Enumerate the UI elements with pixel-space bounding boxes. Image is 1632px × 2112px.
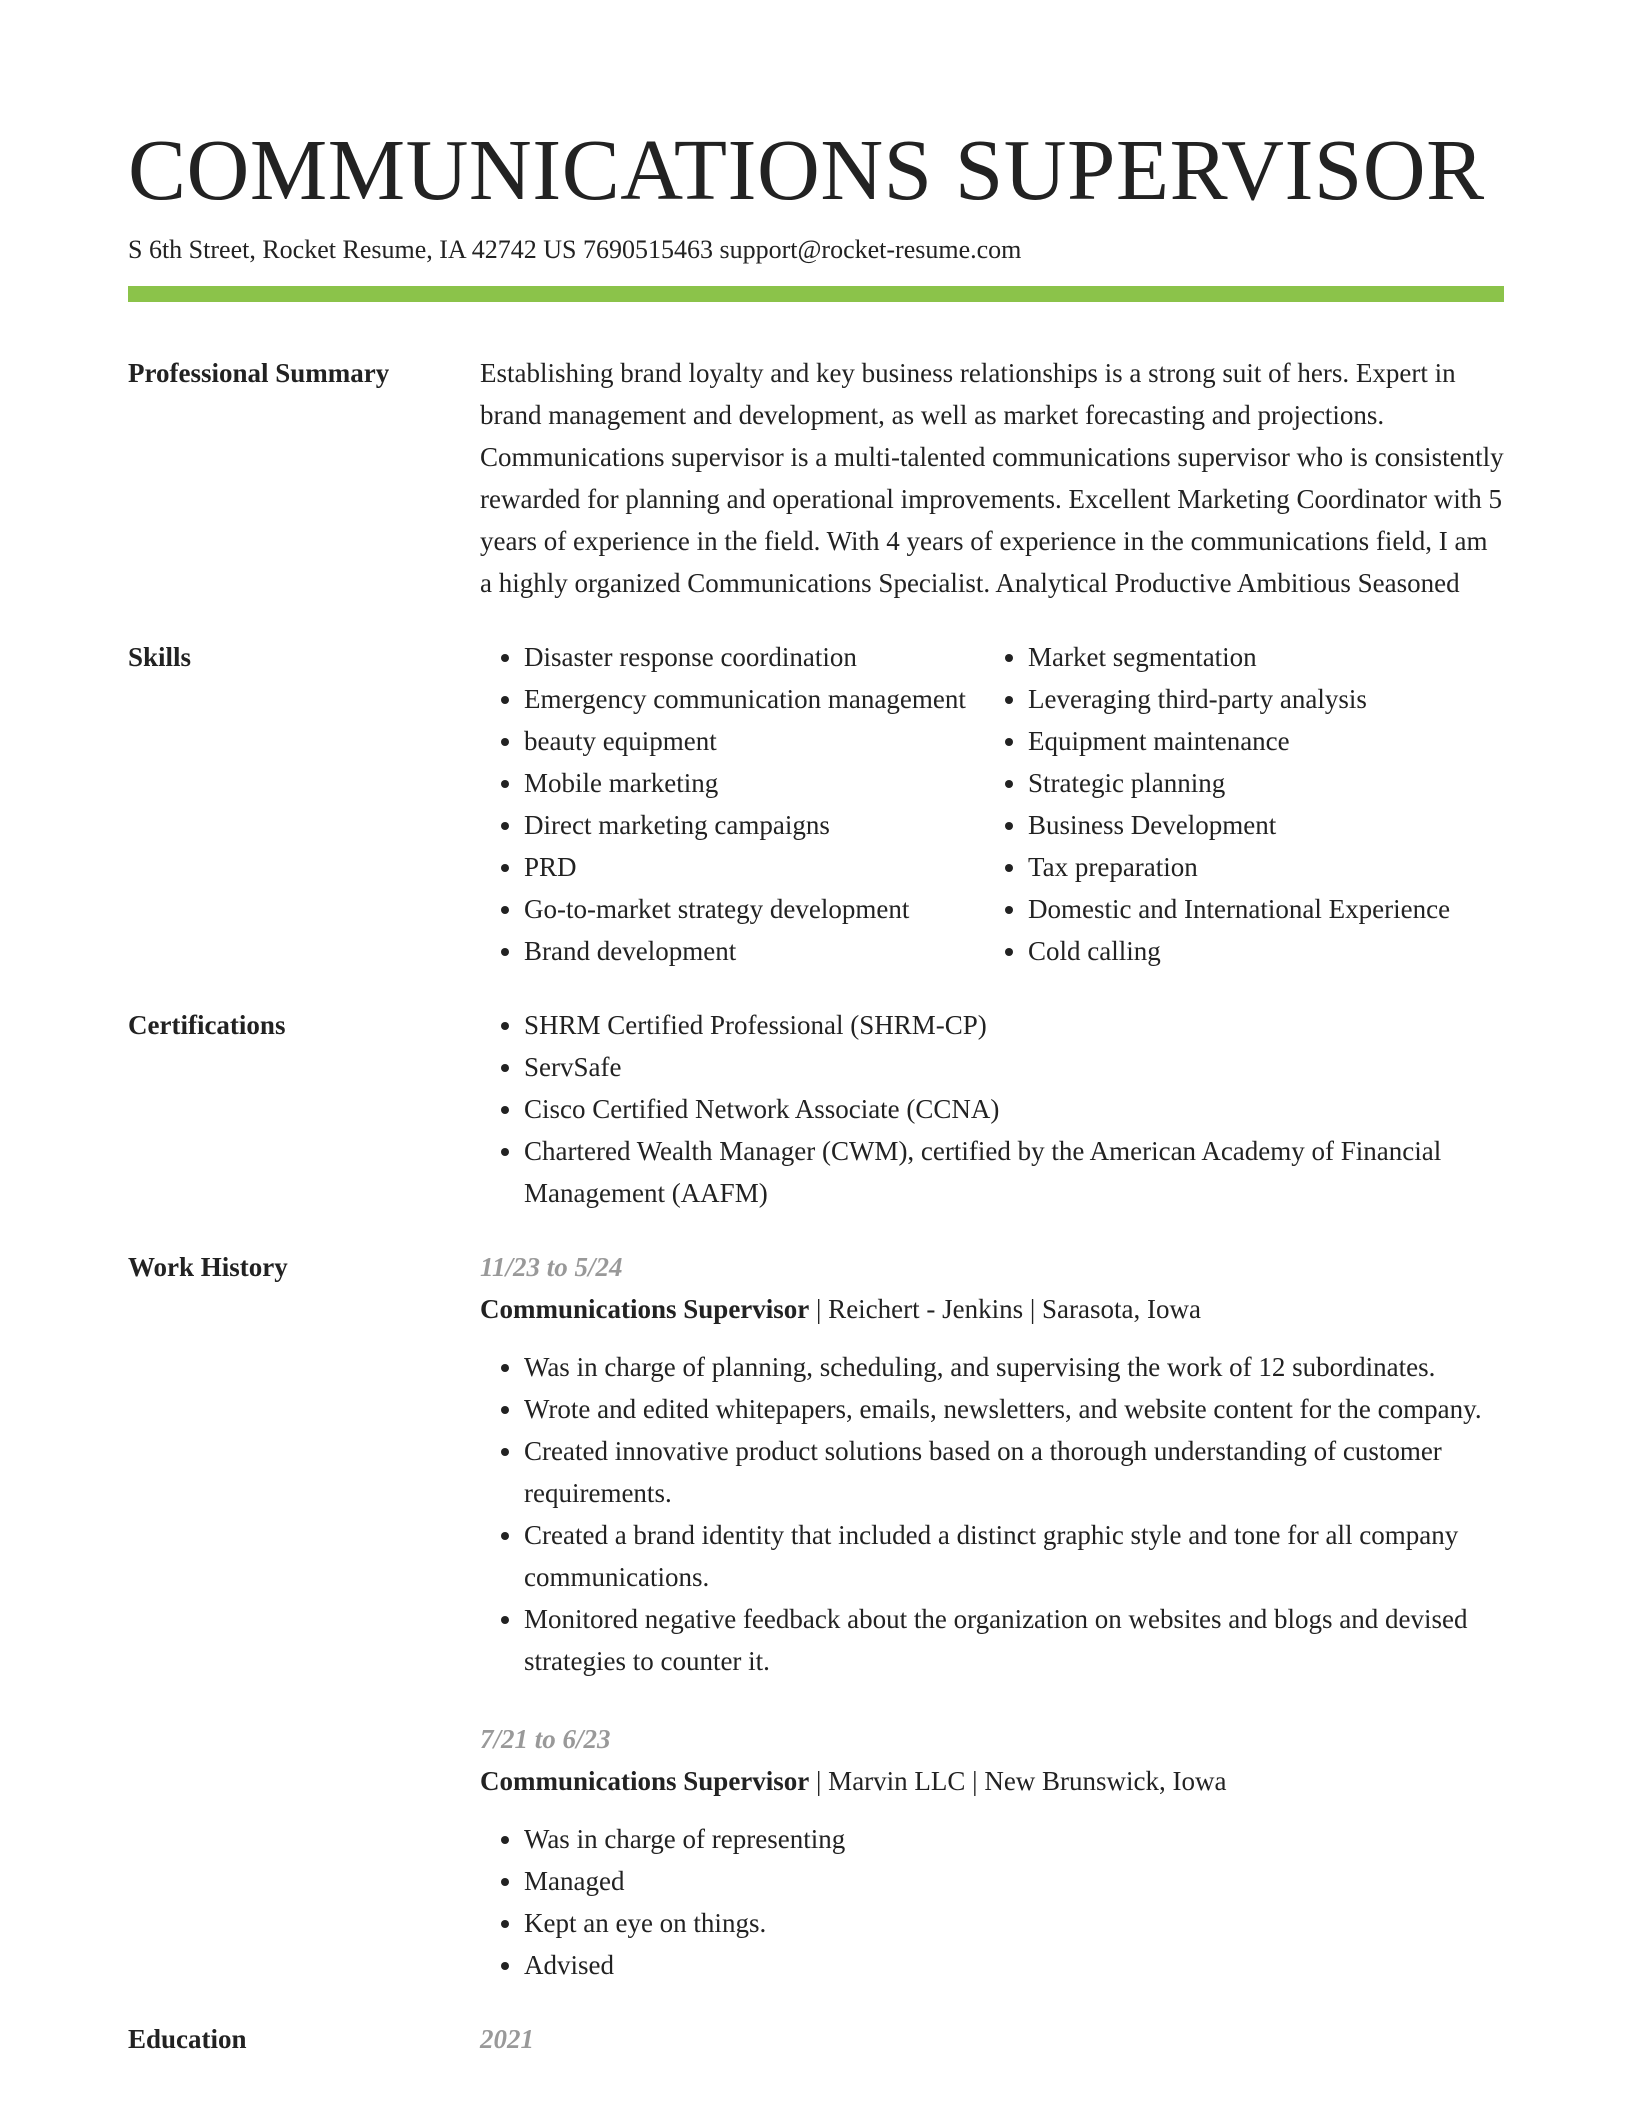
job-details: | Reichert - Jenkins | Sarasota, Iowa — [809, 1294, 1201, 1324]
certification-item: • Chartered Wealth Manager (CWM), certified by the American Academy of Financial Management (AAFM) — [524, 1130, 1504, 1214]
skill-item: • Cold calling — [1028, 930, 1504, 972]
skill-item: • Mobile marketing — [524, 762, 984, 804]
skill-item: • Disaster response coordination — [524, 636, 984, 678]
job-title-line — [480, 1288, 1504, 1330]
job-dates: 11/23 to 5/24 — [480, 1252, 623, 1282]
summary-section — [128, 352, 1504, 604]
skill-item: • Brand development — [524, 930, 984, 972]
contact-phone: 7690515463 — [582, 235, 713, 264]
job-title-line — [480, 1760, 1504, 1802]
skill-item: • Strategic planning — [1028, 762, 1504, 804]
job-bullet: • Wrote and edited whitepapers, emails, newsletters, and website content for the company. — [524, 1388, 1504, 1430]
certifications-body — [480, 1004, 1504, 1214]
skill-item: • Direct marketing campaigns — [524, 804, 984, 846]
resume-name: COMMUNICATIONS SUPERVISOR — [128, 121, 1485, 218]
skill-item: • Domestic and International Experience — [1028, 888, 1504, 930]
section-label-education: Education — [128, 2024, 247, 2054]
skill-item: • PRD — [524, 846, 984, 888]
certification-item: • Cisco Certified Network Associate (CCNA) — [524, 1088, 1504, 1130]
section-label-work-history: Work History — [128, 1252, 288, 1282]
skill-item: • beauty equipment — [524, 720, 984, 762]
work-history-body — [480, 1246, 1504, 1986]
skill-item: • Equipment maintenance — [1028, 720, 1504, 762]
education-section — [128, 2018, 1504, 2060]
skills-section — [128, 636, 1504, 972]
job-bullet: • Kept an eye on things. — [524, 1902, 1504, 1944]
skill-item: • Business Development — [1028, 804, 1504, 846]
job-title: Communications Supervisor — [480, 1294, 810, 1324]
summary-text: Establishing brand loyalty and key business relationships is a strong suit of hers. Expert in brand management and development, as well as market forecasting and projections. Communications supervisor is a multi-talented communications supervisor who is consistently rewarded for planning and operational improvements. Excellent Marketing Coordinator with 5 years of experience in the field. With 4 years of experience in the communications field, I am a highly organized Communications Specialist. Analytical Productive Ambitious Seasoned — [480, 358, 1504, 598]
work-history-section — [128, 1246, 1504, 1986]
job-bullet: • Was in charge of representing — [524, 1818, 1504, 1860]
job-bullet: • Created innovative product solutions based on a thorough understanding of customer requirements. — [524, 1430, 1504, 1514]
job-dates: 7/21 to 6/23 — [480, 1724, 611, 1754]
job-entry — [480, 1718, 1504, 1986]
job-bullet: • Monitored negative feedback about the organization on websites and blogs and devised strategies to counter it. — [524, 1598, 1504, 1682]
contact-address: S 6th Street, Rocket Resume, IA 42742 US — [128, 235, 577, 264]
skills-column-2 — [984, 636, 1504, 972]
skills-column-1 — [480, 636, 984, 972]
skill-item: • Leveraging third-party analysis — [1028, 678, 1504, 720]
certification-item: • ServSafe — [524, 1046, 1504, 1088]
job-title: Communications Supervisor — [480, 1766, 810, 1796]
header-divider — [128, 286, 1504, 302]
education-body — [480, 2018, 1504, 2060]
section-label-skills: Skills — [128, 642, 192, 672]
certifications-section — [128, 1004, 1504, 1214]
certifications-list — [480, 1004, 1504, 1214]
job-bullet: • Was in charge of planning, scheduling, and supervising the work of 12 subordinates. — [524, 1346, 1504, 1388]
skills-list — [480, 636, 1504, 972]
job-bullets — [480, 1346, 1504, 1682]
resume-page — [128, 120, 1504, 2060]
certification-item: • SHRM Certified Professional (SHRM-CP) — [524, 1004, 1504, 1046]
skill-item: • Tax preparation — [1028, 846, 1504, 888]
job-entry — [480, 1246, 1504, 1682]
section-label-summary: Professional Summary — [128, 358, 390, 388]
job-bullets — [480, 1818, 1504, 1986]
job-details: | Marvin LLC | New Brunswick, Iowa — [809, 1766, 1227, 1796]
education-dates: 2021 — [480, 2024, 534, 2054]
job-bullet: • Created a brand identity that included a distinct graphic style and tone for all company communications. — [524, 1514, 1504, 1598]
section-label-certifications: Certifications — [128, 1010, 286, 1040]
job-bullet: • Advised — [524, 1944, 1504, 1986]
contact-email: support@rocket-resume.com — [719, 235, 1022, 264]
skill-item: • Emergency communication management — [524, 678, 984, 720]
contact-line — [128, 232, 1504, 268]
skill-item: • Go-to-market strategy development — [524, 888, 984, 930]
job-bullet: • Managed — [524, 1860, 1504, 1902]
skill-item: • Market segmentation — [1028, 636, 1504, 678]
